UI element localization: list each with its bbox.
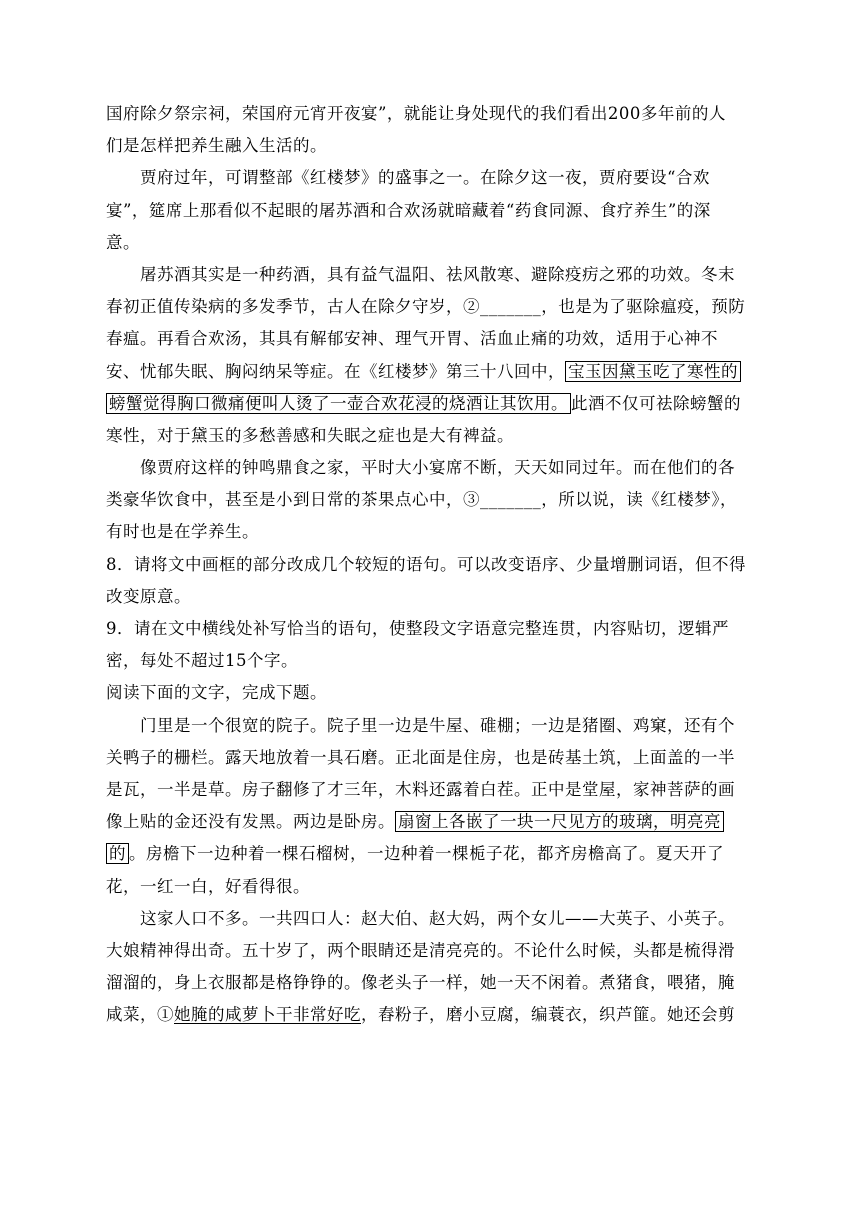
text-line: 大娘精神得出奇。五十岁了，两个眼睛还是清亮亮的。不论什么时候，头都是梳得滑	[106, 940, 735, 960]
text-line: 们是怎样把养生融入生活的。	[106, 136, 327, 156]
text-line	[106, 388, 756, 420]
text-line: 春初正值传染病的多发季节，古人在除夕守岁，②_______，也是为了驱除瘟疫，预防	[106, 297, 746, 317]
question-8: 改变原意。	[106, 586, 191, 606]
text-line: 类豪华饮食中，甚至是小到日常的茶果点心中，③_______，所以说，读《红楼梦》，	[106, 490, 737, 510]
text-line: 像贾府这样的钟鸣鼎食之家，平时大小宴席不断，天天如同过年。而在他们的各	[140, 458, 735, 478]
text-line: 国府除夕祭宗祠，荣国府元宵开夜宴”，就能让身处现代的我们看出200多年前的人	[106, 104, 726, 123]
text-segment: 安、忧郁失眠、胸闷纳呆等症。在《红楼梦》第三十八回中，	[106, 361, 565, 381]
text-line: 关鸭子的栅栏。露天地放着一具石磨。正北面是住房，也是砖基土筑，上面盖的一半	[106, 747, 735, 767]
text-line	[106, 356, 756, 388]
text-segment: 此酒不仅可祛除螃蟹的	[571, 393, 741, 413]
text-line	[106, 999, 756, 1031]
text-line: 寒性，对于黛玉的多愁善感和失眠之症也是大有裨益。	[106, 425, 514, 445]
text-segment: 。房檐下一边种着一棵石榴树，一边种着一棵栀子花，都齐房檐高了。夏天开了	[129, 844, 724, 864]
question-8: 8．请将文中画框的部分改成几个较短的语句。可以改变语序、少量增删词语，但不得	[106, 554, 746, 574]
text-line: 溜溜的，身上衣服都是格铮铮的。像老头子一样，她一天不闲着。煮猪食，喂猪，腌	[106, 973, 735, 993]
text-line: 是瓦，一半是草。房子翻修了才三年，木料还露着白茬。正中是堂屋，家神菩萨的画	[106, 779, 735, 799]
boxed-text: 的	[106, 843, 129, 864]
text-line	[106, 838, 756, 870]
text-line: 门里是一个很宽的院子。院子里一边是牛屋、碓棚；一边是猪圈、鸡窠，还有个	[140, 715, 735, 735]
underlined-text: 她腌的咸萝卜干非常好吃	[174, 1005, 361, 1025]
text-line: 宴”，筵席上那看似不起眼的屠苏酒和合欢汤就暗藏着“药食同源、食疗养生”的深	[106, 200, 711, 220]
text-line	[106, 806, 756, 838]
text-line: 意。	[106, 232, 140, 252]
text-line: 贾府过年，可谓整部《红楼梦》的盛事之一。在除夕这一夜，贾府要设“合欢	[140, 168, 710, 188]
text-line: 花，一红一白，好看得很。	[106, 876, 310, 896]
boxed-text: 螃蟹觉得胸口微痛便叫人烫了一壶合欢花浸的烧酒让其饮用。	[106, 393, 571, 414]
question-9: 密，每处不超过15个字。	[106, 651, 298, 671]
text-segment: ，舂粉子，磨小豆腐，编蓑衣，织芦篚。她还会剪	[361, 1005, 735, 1025]
question-9: 9．请在文中横线处补写恰当的语句，使整段文字语意完整连贯，内容贴切，逻辑严	[106, 619, 729, 638]
reading-instruction: 阅读下面的文字，完成下题。	[106, 683, 327, 703]
boxed-text: 宝玉因黛玉吃了寒性的	[565, 361, 741, 382]
text-line: 这家人口不多。一共四口人：赵大伯、赵大妈，两个女儿——大英子、小英子。	[140, 908, 735, 928]
boxed-text: 扇窗上各嵌了一块一尺见方的玻璃，明亮亮	[395, 811, 724, 832]
text-line: 春瘟。再看合欢汤，其具有解郁安神、理气开胃、活血止痛的功效，适用于心神不	[106, 329, 718, 349]
document-page	[106, 98, 756, 1031]
text-line: 屠苏酒其实是一种药酒，具有益气温阳、祛风散寒、避除疫疠之邪的功效。冬末	[140, 264, 735, 284]
text-line: 有时也是在学养生。	[106, 522, 259, 542]
text-segment: 像上贴的金还没有发黑。两边是卧房。	[106, 812, 395, 832]
text-segment: 咸菜，①	[106, 1005, 174, 1025]
